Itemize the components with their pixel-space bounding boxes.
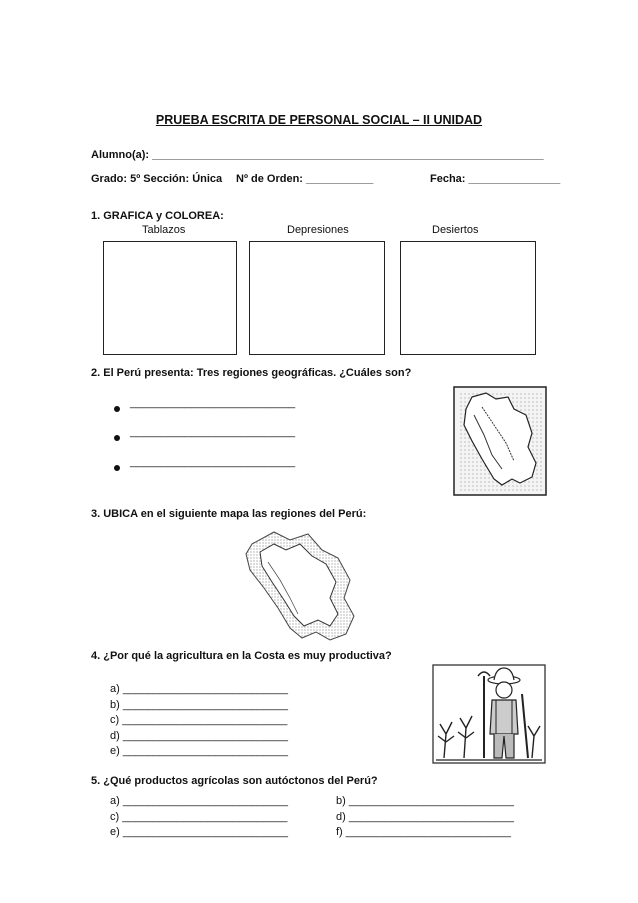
question-4: 4. ¿Por qué la agricultura en la Costa es muy productiva? [91,650,392,662]
product-a[interactable]: a) ___________________________ [110,795,289,807]
product-d[interactable]: d) ___________________________ [336,811,515,823]
bullet [114,465,120,471]
drawing-box-depresiones[interactable] [249,241,385,355]
label-tablazos: Tablazos [142,224,186,236]
grade-section-label: Grado: 5º Sección: Única [91,173,223,185]
drawing-box-desiertos[interactable] [400,241,536,355]
student-name-field[interactable]: Alumno(a): ________________________________________________________________ [91,149,544,161]
bullet [114,406,120,412]
farmer-image [432,664,546,764]
question-3: 3. UBICA en el siguiente mapa las regiones del Perú: [91,508,367,520]
bullet [114,435,120,441]
answer-line-2[interactable]: ___________________________ [130,426,296,438]
answer-a[interactable]: a) ___________________________ [110,683,289,695]
product-b[interactable]: b) ___________________________ [336,795,515,807]
label-desiertos: Desiertos [432,224,479,236]
question-2: 2. El Perú presenta: Tres regiones geográficas. ¿Cuáles son? [91,367,412,379]
peru-map-framed-image [452,385,548,497]
answer-line-1[interactable]: ___________________________ [130,397,296,409]
drawing-box-tablazos[interactable] [103,241,237,355]
product-c[interactable]: c) ___________________________ [110,811,288,823]
page-title: PRUEBA ESCRITA DE PERSONAL SOCIAL – II UNIDAD [155,113,483,127]
product-e[interactable]: e) ___________________________ [110,826,289,838]
order-number-field[interactable]: Nº de Orden: ___________ [236,173,374,185]
label-depresiones: Depresiones [287,224,349,236]
question-1: 1. GRAFICA y COLOREA: [91,210,224,222]
question-5: 5. ¿Qué productos agrícolas son autóctonos del Perú? [91,775,378,787]
answer-b[interactable]: b) ___________________________ [110,699,289,711]
answer-d[interactable]: d) ___________________________ [110,730,289,742]
date-field[interactable]: Fecha: _______________ [430,173,561,185]
answer-c[interactable]: c) ___________________________ [110,714,288,726]
peru-map-image [238,524,360,644]
answer-line-3[interactable]: ___________________________ [130,456,296,468]
answer-e[interactable]: e) ___________________________ [110,745,289,757]
product-f[interactable]: f) ___________________________ [336,826,511,838]
